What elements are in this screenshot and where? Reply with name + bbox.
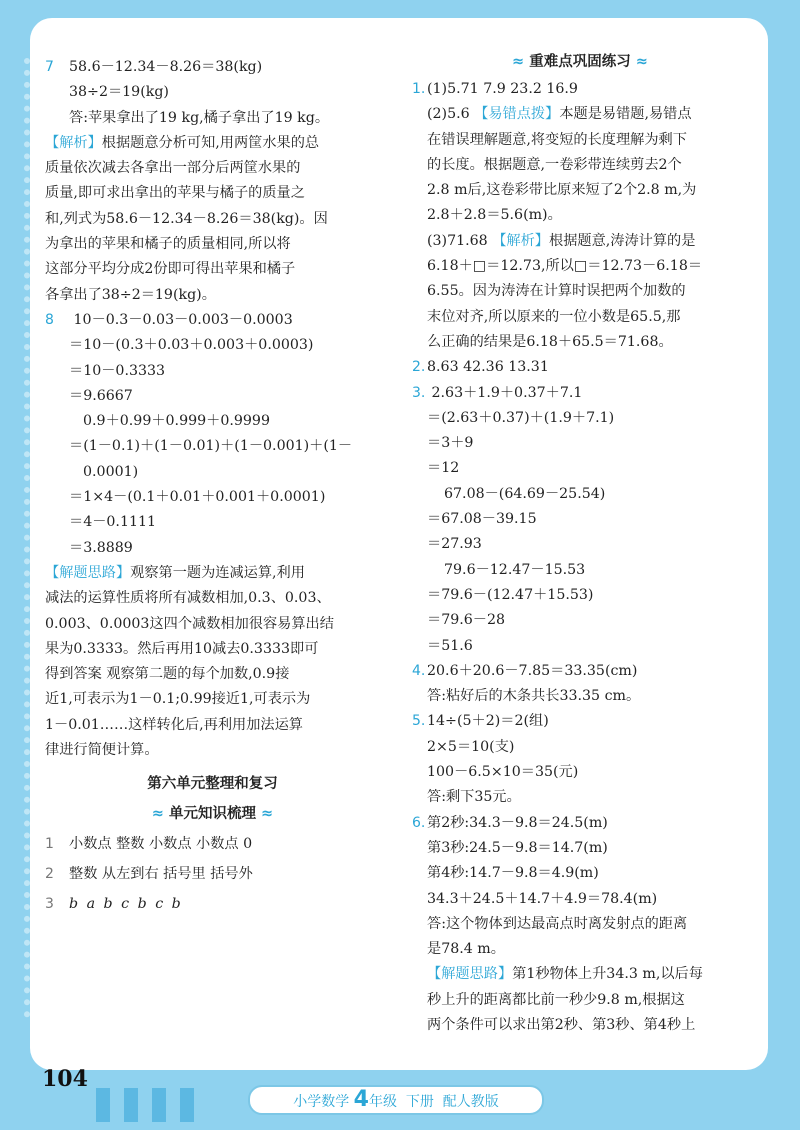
line-text: 14÷(5＋2)＝2(组) — [427, 713, 549, 730]
answer-line — [412, 482, 748, 507]
line-text: 2.63＋1.9＋0.37＋7.1 — [427, 384, 583, 401]
right-column — [412, 55, 748, 1038]
footer-stripe — [152, 1088, 166, 1122]
footer-stripe — [124, 1088, 138, 1122]
answer-line — [412, 836, 748, 861]
line-text: ＝79.6－(12.47＋15.53) — [427, 586, 594, 603]
line-text: 的长度。根据题意,一卷彩带连续剪去2个 — [427, 156, 682, 173]
line-text: 34.3＋24.5＋14.7＋4.9＝78.4(m) — [427, 890, 658, 907]
answer-line — [45, 510, 380, 535]
answer-line — [412, 887, 748, 912]
wave-icon: ≈ — [630, 54, 648, 70]
line-text: ＝4－0.1111 — [69, 514, 157, 531]
line-text: 6.18＋□＝12.73,所以□＝12.73－6.18＝ — [427, 258, 703, 275]
line-text: ＝10－0.3333 — [69, 362, 166, 379]
line-text: 小数点 整数 小数点 小数点 0 — [69, 836, 253, 853]
line-text: ＝12 — [427, 460, 460, 477]
line-text: 79.6－12.47－15.53 — [444, 561, 586, 578]
footer-stripe — [180, 1088, 194, 1122]
answer-line — [412, 659, 748, 684]
line-text: 各拿出了38÷2＝19(kg)。 — [45, 286, 216, 303]
line-text: 0.0001) — [83, 463, 139, 480]
answer-line — [412, 431, 748, 456]
line-text: 质量,即可求出拿出的苹果与橘子的质量之 — [45, 185, 305, 202]
review-line — [45, 859, 380, 889]
line-text: 果为0.3333。然后再用10减去0.3333即可 — [45, 640, 319, 657]
line-text: 67.08－(64.69－25.54) — [444, 485, 606, 502]
line-text: 根据题意分析可知,用两筐水果的总 — [101, 134, 320, 151]
answer-line — [45, 612, 380, 637]
line-text: 律进行简便计算。 — [45, 742, 159, 759]
answer-line — [45, 283, 380, 308]
line-text: 0.003、0.0003这四个减数相加很容易算出结 — [45, 615, 334, 632]
line-text: 本题是易错题,易错点 — [559, 106, 692, 123]
answer-line — [45, 460, 380, 485]
answer-line — [45, 687, 380, 712]
answer-line — [412, 102, 748, 127]
answer-line — [45, 586, 380, 611]
answer-line — [45, 384, 380, 409]
line-text: 和,列式为58.6－12.34－8.26＝38(kg)。因 — [45, 210, 328, 227]
footer-grade-number: 4 — [353, 1087, 369, 1112]
answer-line — [45, 308, 380, 333]
line-text: 答:粘好后的木条共长33.35 cm。 — [427, 688, 641, 705]
review-line — [45, 889, 380, 919]
answer-line — [45, 106, 380, 131]
answer-line — [45, 561, 380, 586]
answer-line — [45, 55, 380, 80]
answer-line — [45, 232, 380, 257]
question-number: 2. — [412, 359, 426, 376]
line-text: 秒上升的距离都比前一秒少9.8 m,根据这 — [427, 991, 685, 1008]
line-text: ＝(1－0.1)＋(1－0.01)＋(1－0.001)＋(1－ — [69, 438, 353, 455]
answer-line — [412, 254, 748, 279]
line-text: (3)71.68 — [427, 232, 493, 249]
answer-line — [45, 181, 380, 206]
line-text: 第1秒物体上升34.3 m,以后每 — [512, 966, 703, 983]
line-text: (2)5.6 — [427, 106, 475, 123]
answer-line — [45, 156, 380, 181]
answer-line — [45, 738, 380, 763]
answer-line — [45, 257, 380, 282]
answer-line — [45, 434, 380, 459]
page-number: 104 — [42, 1066, 88, 1092]
answer-line — [412, 785, 748, 810]
wave-icon: ≈ — [256, 806, 274, 823]
line-text: 2×5＝10(支) — [427, 738, 515, 755]
note-tag: 【解题思路】 — [427, 966, 513, 983]
answer-line — [412, 178, 748, 203]
line-text: ＝9.6667 — [69, 387, 133, 404]
answer-line — [412, 709, 748, 734]
review-line — [45, 829, 380, 859]
line-text: 第2秒:34.3－9.8＝24.5(m) — [427, 814, 608, 831]
answer-line — [412, 988, 748, 1013]
answer-line — [45, 713, 380, 738]
question-number: 6. — [412, 814, 426, 831]
answer-line — [412, 634, 748, 659]
line-text: ＝3＋9 — [427, 435, 474, 452]
answer-line — [412, 203, 748, 228]
answer-line — [45, 536, 380, 561]
question-number: 1 — [45, 836, 54, 853]
note-tag: 【解析】 — [45, 134, 102, 151]
line-text: 减法的运算性质将所有减数相加,0.3、0.03、 — [45, 590, 331, 607]
answer-line — [412, 355, 748, 380]
line-text: 2.8＋2.8＝5.6(m)。 — [427, 207, 562, 224]
line-text: 58.6－12.34－8.26＝38(kg) — [69, 59, 263, 75]
answer-line — [412, 406, 748, 431]
answer-line — [412, 558, 748, 583]
footer-edition: 配人教版 — [442, 1094, 499, 1110]
line-text: 答:苹果拿出了19 kg,橘子拿出了19 kg。 — [69, 109, 330, 126]
line-text: 38÷2＝19(kg) — [69, 84, 169, 101]
line-text: 两个条件可以求出第2秒、第3秒、第4秒上 — [427, 1016, 696, 1033]
line-text: 8.63 42.36 13.31 — [427, 359, 549, 376]
question-number: 3. — [412, 384, 426, 401]
answer-line — [45, 485, 380, 510]
answer-line — [412, 507, 748, 532]
answer-line — [45, 637, 380, 662]
answer-line — [412, 330, 748, 355]
line-text: 第4秒:14.7－9.8＝4.9(m) — [427, 865, 599, 882]
line-text: b a b c b c b — [69, 896, 183, 913]
answer-line — [412, 962, 748, 987]
line-text: 0.9＋0.99＋0.999＋0.9999 — [83, 413, 270, 430]
footer-subject: 小学数学 — [293, 1094, 350, 1110]
answer-line — [412, 760, 748, 785]
answer-line — [412, 279, 748, 304]
answer-line — [412, 608, 748, 633]
line-text: ＝10－(0.3＋0.03＋0.003＋0.0003) — [69, 337, 314, 354]
line-text: 近1,可表示为1－0.1;0.99接近1,可表示为 — [45, 691, 311, 708]
answer-line — [412, 583, 748, 608]
left-column — [45, 55, 380, 919]
note-tag: 【解析】 — [492, 232, 549, 249]
line-text: ＝1×4－(0.1＋0.01＋0.001＋0.0001) — [69, 489, 326, 506]
line-text: ＝79.6－28 — [427, 612, 506, 629]
line-text: ＝51.6 — [427, 637, 473, 654]
line-text: 2.8 m后,这卷彩带比原来短了2个2.8 m,为 — [427, 182, 697, 199]
line-text: 20.6＋20.6－7.85＝33.35(cm) — [427, 662, 638, 679]
answer-line — [45, 80, 380, 105]
line-text: 么正确的结果是6.18＋65.5＝71.68。 — [427, 333, 673, 350]
answer-line — [412, 305, 748, 330]
footer-stripe — [96, 1088, 110, 1122]
footer-grade-word: 年级 — [368, 1094, 397, 1110]
question-number: 5. — [412, 713, 426, 730]
answer-line — [412, 532, 748, 557]
unit-title: 第六单元整理和复习 — [147, 776, 278, 793]
wave-icon: ≈ — [512, 54, 530, 70]
question-number: 4. — [412, 662, 426, 679]
answer-line — [45, 131, 380, 156]
line-text: 100－6.5×10＝35(元) — [427, 764, 579, 781]
wave-icon: ≈ — [151, 806, 169, 823]
answer-line — [412, 735, 748, 760]
line-text: 得到答案 观察第二题的每个加数,0.9接 — [45, 666, 290, 683]
line-text: 为拿出的苹果和橘子的质量相同,所以将 — [45, 236, 291, 253]
line-text: 在错误理解题意,将变短的长度理解为剩下 — [427, 131, 687, 148]
line-text: ＝67.08－39.15 — [427, 511, 537, 528]
question-number: 8 — [45, 311, 54, 328]
unit-subtitle — [45, 799, 380, 829]
answer-line — [412, 153, 748, 178]
question-number: 3 — [45, 896, 54, 913]
line-text: 答:这个物体到达最高点时离发射点的距离 — [427, 915, 688, 932]
note-tag: 【解题思路】 — [45, 564, 131, 581]
answer-line — [412, 381, 748, 406]
line-text: 这部分平均分成2份即可得出苹果和橘子 — [45, 261, 296, 278]
line-text: 答:剩下35元。 — [427, 789, 521, 806]
answer-line — [412, 77, 748, 102]
line-text: 根据题意,涛涛计算的是 — [549, 232, 696, 249]
question-number: 7 — [45, 59, 54, 75]
line-text: 质量依次减去各拿出一部分后两筐水果的 — [45, 160, 301, 177]
line-text: 末位对齐,所以原来的一位小数是65.5,那 — [427, 308, 681, 325]
footer-term: 下册 — [405, 1094, 434, 1110]
answer-line — [45, 359, 380, 384]
answer-line — [412, 811, 748, 836]
line-text: ＝3.8889 — [69, 539, 133, 556]
question-number: 2 — [45, 866, 54, 883]
line-text: 观察第一题为连减运算,利用 — [130, 564, 305, 581]
line-text: 是78.4 m。 — [427, 941, 505, 958]
subtitle-text: 单元知识梳理 — [169, 806, 256, 823]
answer-line — [412, 684, 748, 709]
line-text: ＝(2.63＋0.37)＋(1.9＋7.1) — [427, 409, 615, 426]
section-title — [412, 47, 748, 77]
line-text: 10－0.3－0.03－0.003－0.0003 — [69, 311, 293, 328]
answer-line — [45, 409, 380, 434]
answer-line — [412, 1013, 748, 1038]
note-tag: 【易错点拨】 — [474, 106, 560, 123]
answer-line — [412, 861, 748, 886]
answer-line — [45, 662, 380, 687]
answer-line — [412, 912, 748, 937]
answer-line — [412, 937, 748, 962]
answer-line — [412, 128, 748, 153]
answer-line — [412, 456, 748, 481]
line-text: 6.55。因为涛涛在计算时误把两个加数的 — [427, 283, 686, 300]
book-footer-badge — [248, 1085, 544, 1115]
line-text: 1－0.01……这样转化后,再利用加法运算 — [45, 716, 303, 733]
answer-line — [45, 333, 380, 358]
section-title-text: 重难点巩固练习 — [529, 54, 631, 70]
answer-line — [412, 229, 748, 254]
line-text: ＝27.93 — [427, 536, 482, 553]
question-number: 1. — [412, 81, 426, 97]
answer-line — [45, 207, 380, 232]
line-text: 整数 从左到右 括号里 括号外 — [69, 866, 253, 883]
line-text: (1)5.71 7.9 23.2 16.9 — [427, 81, 578, 97]
line-text: 第3秒:24.5－9.8＝14.7(m) — [427, 839, 608, 856]
